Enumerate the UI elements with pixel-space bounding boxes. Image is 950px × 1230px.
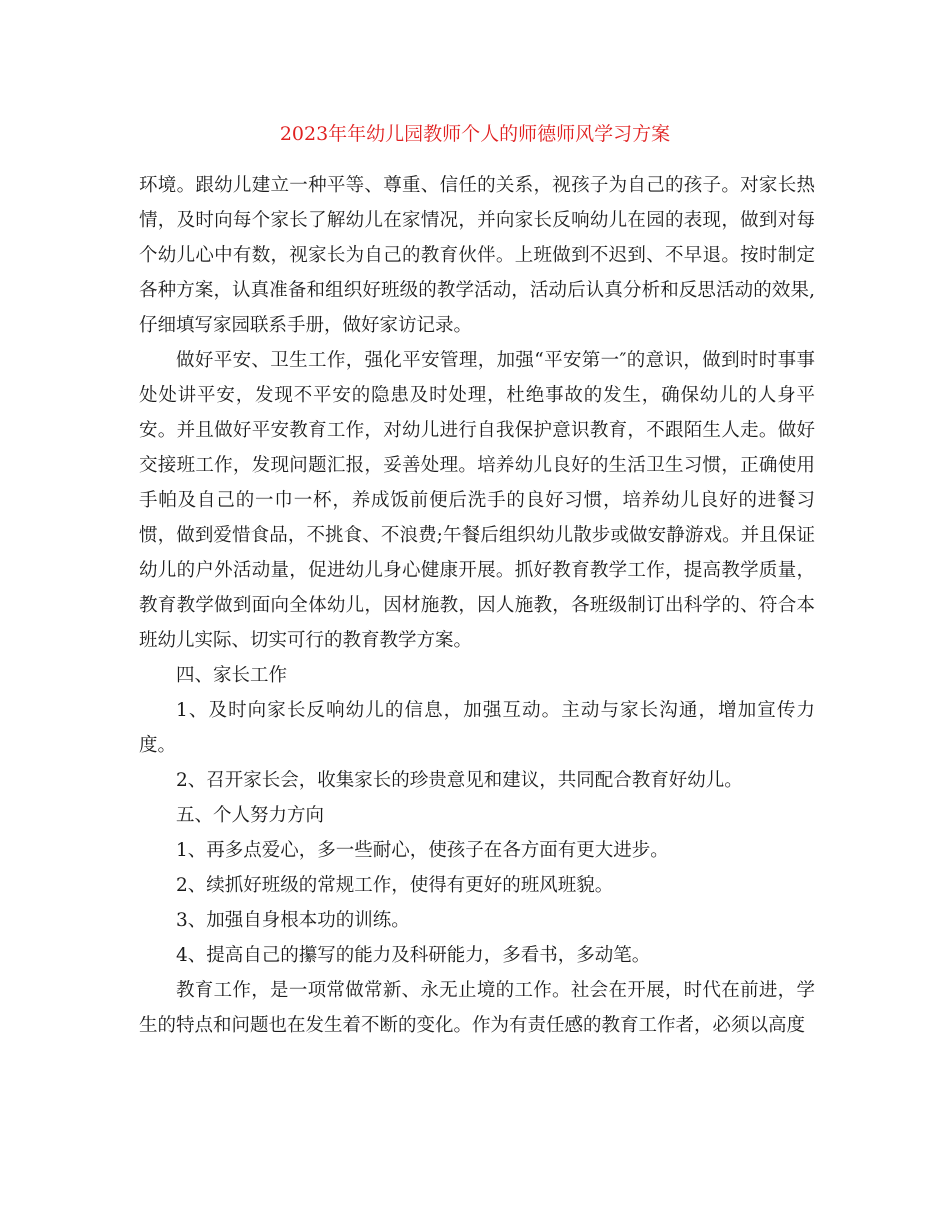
- list-item-parent-2: 2、召开家长会，收集家长的珍贵意见和建议，共同配合教育好幼儿。: [176, 770, 743, 791]
- list-item-personal-2: 2、续抓好班级的常规工作，使得有更好的班风班貌。: [176, 875, 614, 896]
- section-heading-parent-work: 四、家长工作: [176, 665, 288, 686]
- list-item-personal-1: 1、再多点爱心，多一些耐心，使孩子在各方面有更大进步。: [176, 840, 669, 861]
- document-title: 2023年年幼儿园教师个人的师德师风学习方案: [279, 123, 671, 145]
- paragraph-safety-hygiene: 做好平安、卫生工作，强化平安管理，加强“平安第一″的意识，做到时时事事处处讲平安，发现不平安的隐患及时处理，杜绝事故的发生，确保幼儿的人身平安。并且做好平安教育工作，对幼儿进行自我保护意识教育，不跟陌生人走。做好交接班工作，发现问题汇报，妥善处理。培养幼儿良好的生活卫生习惯，正确使用手帕及自己的一巾一杯，养成饭前便后洗手的良好习惯，培养幼儿良好的进餐习惯，做到爱惜食品，不挑食、不浪费;午餐后组织幼儿散步或做安静游戏。并且保证幼儿的户外活动量，促进幼儿身心健康开展。抓好教育教学工作，提高教学质量，教育教学做到面向全体幼儿，因材施教，因人施教，各班级制订出科学的、符合本班幼儿实际、切实可行的教育教学方案。: [139, 350, 815, 651]
- list-item-parent-1: 1、及时向家长反响幼儿的信息，加强互动。主动与家长沟通，增加宣传力度。: [139, 700, 815, 756]
- list-item-personal-4: 4、提高自己的攥写的能力及科研能力，多看书，多动笔。: [176, 945, 651, 966]
- paragraph-conclusion: 教育工作，是一项常做常新、永无止境的工作。社会在开展，时代在前进，学生的特点和问题也在发生着不断的变化。作为有责任感的教育工作者，必须以高度: [139, 980, 815, 1036]
- paragraph-environment: 环境。跟幼儿建立一种平等、尊重、信任的关系，视孩子为自己的孩子。对家长热情，及时向每个家长了解幼儿在家情况，并向家长反响幼儿在园的表现，做到对每个幼儿心中有数，视家长为自己的教育伙伴。上班做到不迟到、不早退。按时制定各种方案，认真准备和组织好班级的教学活动，活动后认真分析和反思活动的效果,仔细填写家园联系手册，做好家访记录。: [139, 175, 815, 336]
- document-body: [139, 168, 815, 1043]
- section-heading-personal-direction: 五、个人努力方向: [176, 805, 325, 826]
- list-item-personal-3: 3、加强自身根本功的训练。: [176, 910, 410, 931]
